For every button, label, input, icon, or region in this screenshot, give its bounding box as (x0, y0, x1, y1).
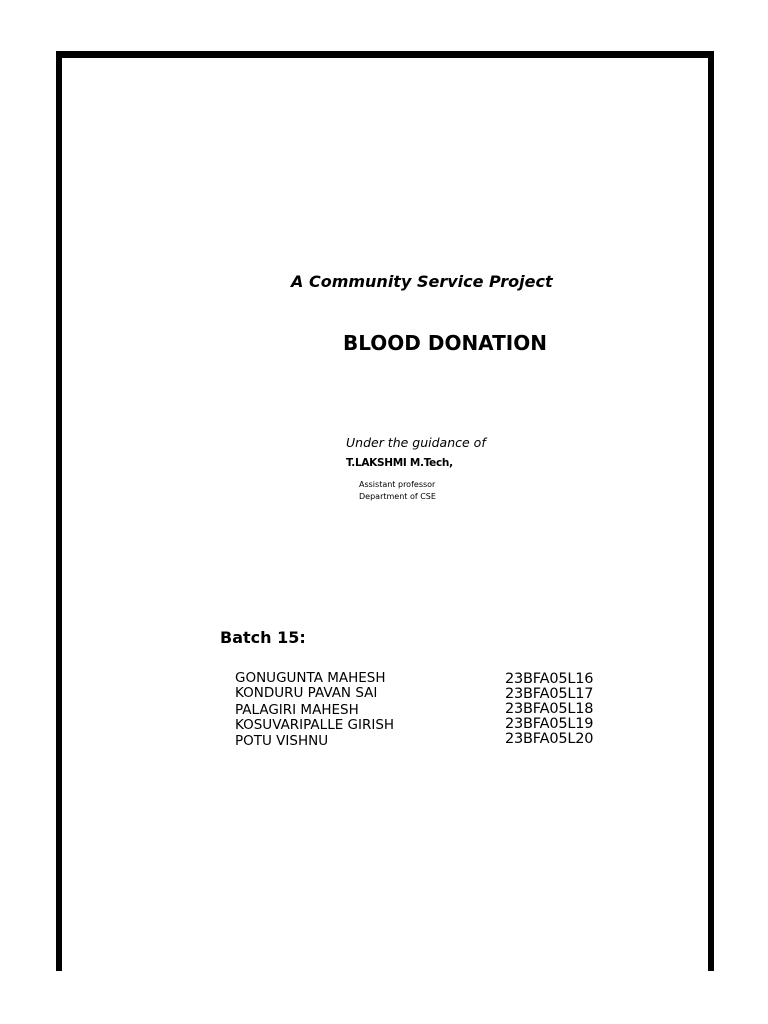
member-name: KONDURU PAVAN SAI (235, 685, 378, 701)
page-border (56, 51, 714, 971)
member-id: 23BFA05L17 (505, 686, 594, 702)
batch-label: Batch 15: (220, 628, 306, 647)
guide-name: T.LAKSHMI M.Tech, (346, 457, 453, 469)
member-id: 23BFA05L19 (505, 716, 594, 732)
member-name: GONUGUNTA MAHESH (235, 670, 386, 686)
member-id: 23BFA05L18 (505, 701, 594, 717)
member-name: PALAGIRI MAHESH (235, 702, 359, 718)
member-name: POTU VISHNU (235, 733, 329, 749)
member-id: 23BFA05L16 (505, 671, 594, 687)
guide-role: Assistant professor (359, 480, 436, 489)
guide-department: Department of CSE (359, 492, 436, 501)
member-id: 23BFA05L20 (505, 731, 594, 747)
member-name: KOSUVARIPALLE GIRISH (235, 717, 395, 733)
guidance-label: Under the guidance of (346, 435, 486, 450)
project-title: BLOOD DONATION (343, 331, 547, 355)
project-subtitle: A Community Service Project (291, 272, 553, 291)
